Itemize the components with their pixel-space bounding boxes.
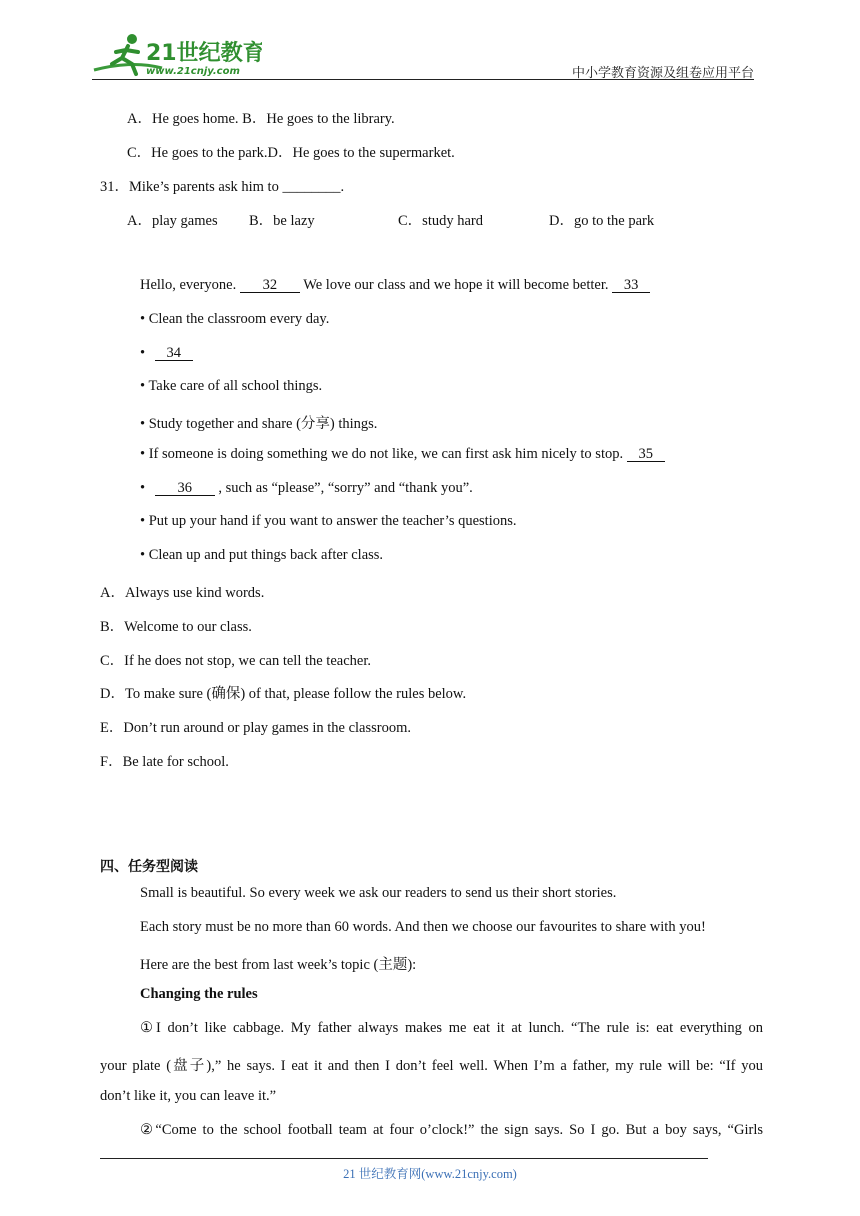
story-1-line-2: your plate (盘子),” he says. I eat it and then I don’t feel well. When I’m a father, my rule will be: “If you (100, 1058, 763, 1074)
logo-url: www.21cnjy.com (146, 66, 240, 77)
rule-2-bullet: • (140, 345, 149, 361)
q31-option-d: D．go to the park (549, 213, 655, 229)
site-logo (92, 30, 262, 80)
rule-8: • Clean up and put things back after class. (140, 547, 384, 563)
rule-7: • Put up your hand if you want to answer the teacher’s questions. (140, 513, 517, 529)
rule-5-text: • If someone is doing something we do not like, we can first ask him nicely to stop. (140, 446, 627, 462)
intro-text-b: We love our class and we hope it will become better. (299, 277, 613, 293)
rule-1: • Clean the classroom every day. (140, 311, 330, 327)
blank-36: 36 (155, 481, 215, 496)
choice-d: D．To make sure (确保) of that, please follow the rules below. (100, 686, 467, 702)
blank-33: 33 (612, 278, 650, 293)
blank-32: 32 (240, 278, 300, 293)
footer-text: 21 世纪教育网(www.21cnjy.com) (343, 1167, 517, 1181)
rule-5 (140, 446, 665, 463)
choice-c: C．If he does not stop, we can tell the teacher. (100, 653, 371, 669)
section4-paragraph-3: Here are the best from last week’s topic (主题): (140, 957, 417, 973)
choice-e: E．Don’t run around or play games in the classroom. (100, 720, 412, 736)
choice-b: B．Welcome to our class. (100, 619, 252, 635)
runner-logo-icon (92, 30, 262, 80)
rule-6-bullet: • (140, 480, 149, 496)
passage-intro (140, 277, 650, 294)
q30-options-line2: C．He goes to the park.D．He goes to the supermarket. (127, 145, 455, 161)
blank-34: 34 (155, 346, 193, 361)
q31-stem: 31．Mike’s parents ask him to ________. (100, 179, 345, 195)
q31-option-b: B．be lazy (249, 213, 315, 229)
section4-paragraph-2: Each story must be no more than 60 words. And then we choose our favourites to share with you! (140, 919, 706, 935)
q31-option-c: C．study hard (398, 213, 483, 229)
section4-paragraph-1: Small is beautiful. So every week we ask our readers to send us their short stories. (140, 885, 617, 901)
q30-options-line1: A．He goes home. B．He goes to the library. (127, 111, 395, 127)
logo-text: 21世纪教育 (146, 41, 262, 66)
header-tagline: 中小学教育资源及组卷应用平台 (571, 65, 754, 80)
story-1-line-1: ①I don’t like cabbage. My father always makes me eat it at lunch. “The rule is: eat everything on (140, 1020, 763, 1036)
rule-2 (140, 345, 193, 362)
intro-text-a: Hello, everyone. (140, 277, 240, 293)
choice-a: A．Always use kind words. (100, 585, 265, 601)
rule-6-text: , such as “please”, “sorry” and “thank you”. (214, 480, 473, 496)
story-2-line-1: ②“Come to the school football team at four o’clock!” the sign says. So I go. But a boy says, “Girls (140, 1122, 763, 1138)
choice-f: F．Be late for school. (100, 754, 229, 770)
q31-option-a: A．play games (127, 213, 218, 229)
header-divider (92, 79, 754, 80)
story-title: Changing the rules (140, 986, 258, 1002)
rule-3: • Take care of all school things. (140, 378, 323, 394)
story-1-line-3: don’t like it, you can leave it.” (100, 1088, 277, 1104)
rule-4: • Study together and share (分享) things. (140, 416, 378, 432)
section-heading: 四、任务型阅读 (100, 859, 198, 875)
rule-6 (140, 480, 473, 497)
blank-35: 35 (627, 447, 665, 462)
footer-divider (100, 1158, 708, 1159)
